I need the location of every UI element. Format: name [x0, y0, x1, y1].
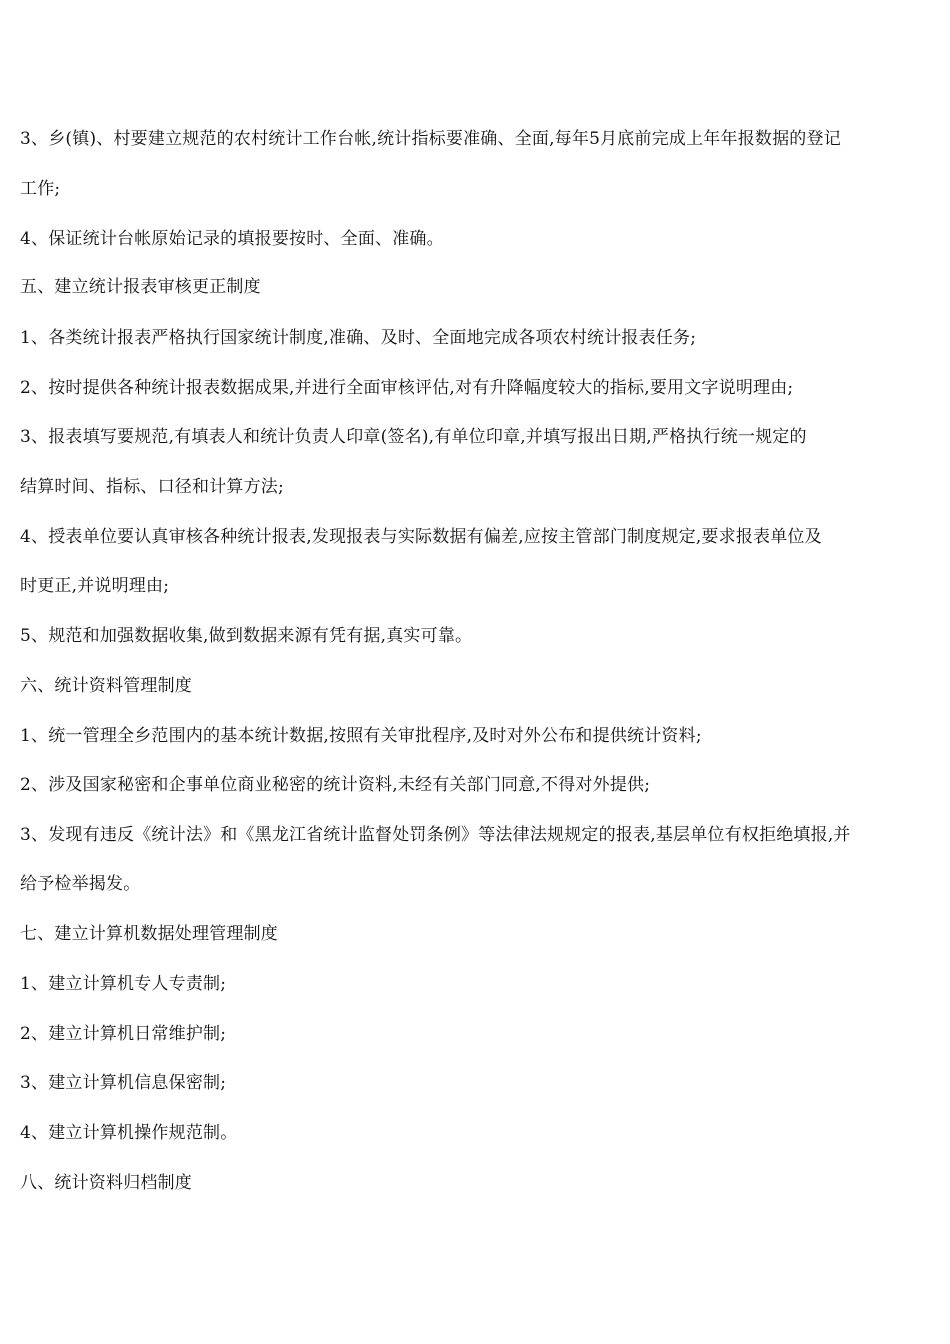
section-6-item-1: 1、统一管理全乡范围内的基本统计数据,按照有关审批程序,及时对外公布和提供统计资料;	[20, 726, 702, 746]
section-6-item-2: 2、涉及国家秘密和企事单位商业秘密的统计资料,未经有关部门同意,不得对外提供;	[20, 775, 651, 795]
section-7-item-4: 4、建立计算机操作规范制。	[20, 1123, 238, 1143]
section-heading-7: 七、建立计算机数据处理管理制度	[20, 924, 278, 944]
paragraph-3-ledger-line-2: 工作;	[20, 179, 61, 199]
section-5-item-3-line-1: 3、报表填写要规范,有填表人和统计负责人印章(签名),有单位印章,并填写报出日期,严格执行统一规定的	[20, 427, 807, 447]
section-7-item-1: 1、建立计算机专人专责制;	[20, 974, 227, 994]
section-heading-6: 六、统计资料管理制度	[20, 676, 192, 696]
section-7-item-3: 3、建立计算机信息保密制;	[20, 1073, 227, 1093]
paragraph-4-ledger: 4、保证统计台帐原始记录的填报要按时、全面、准确。	[20, 229, 444, 249]
section-5-item-2: 2、按时提供各种统计报表数据成果,并进行全面审核评估,对有升降幅度较大的指标,要用文字说明理由;	[20, 378, 794, 398]
paragraph-3-ledger-line-1: 3、乡(镇)、村要建立规范的农村统计工作台帐,统计指标要准确、全面,每年5月底前完成上年年报数据的登记	[20, 129, 841, 149]
section-5-item-3-line-2: 结算时间、指标、口径和计算方法;	[20, 477, 284, 497]
section-5-item-4-line-2: 时更正,并说明理由;	[20, 576, 170, 596]
section-heading-8: 八、统计资料归档制度	[20, 1173, 192, 1193]
section-6-item-3-line-1: 3、发现有违反《统计法》和《黑龙江省统计监督处罚条例》等法律法规规定的报表,基层单位有权拒绝填报,并	[20, 825, 851, 845]
section-7-item-2: 2、建立计算机日常维护制;	[20, 1024, 227, 1044]
section-5-item-5: 5、规范和加强数据收集,做到数据来源有凭有据,真实可靠。	[20, 626, 473, 646]
section-5-item-1: 1、各类统计报表严格执行国家统计制度,准确、及时、全面地完成各项农村统计报表任务;	[20, 328, 697, 348]
section-heading-5: 五、建立统计报表审核更正制度	[20, 277, 261, 297]
section-6-item-3-line-2: 给予检举揭发。	[20, 874, 141, 894]
section-5-item-4-line-1: 4、授表单位要认真审核各种统计报表,发现报表与实际数据有偏差,应按主管部门制度规定,要求报表单位及	[20, 527, 822, 547]
